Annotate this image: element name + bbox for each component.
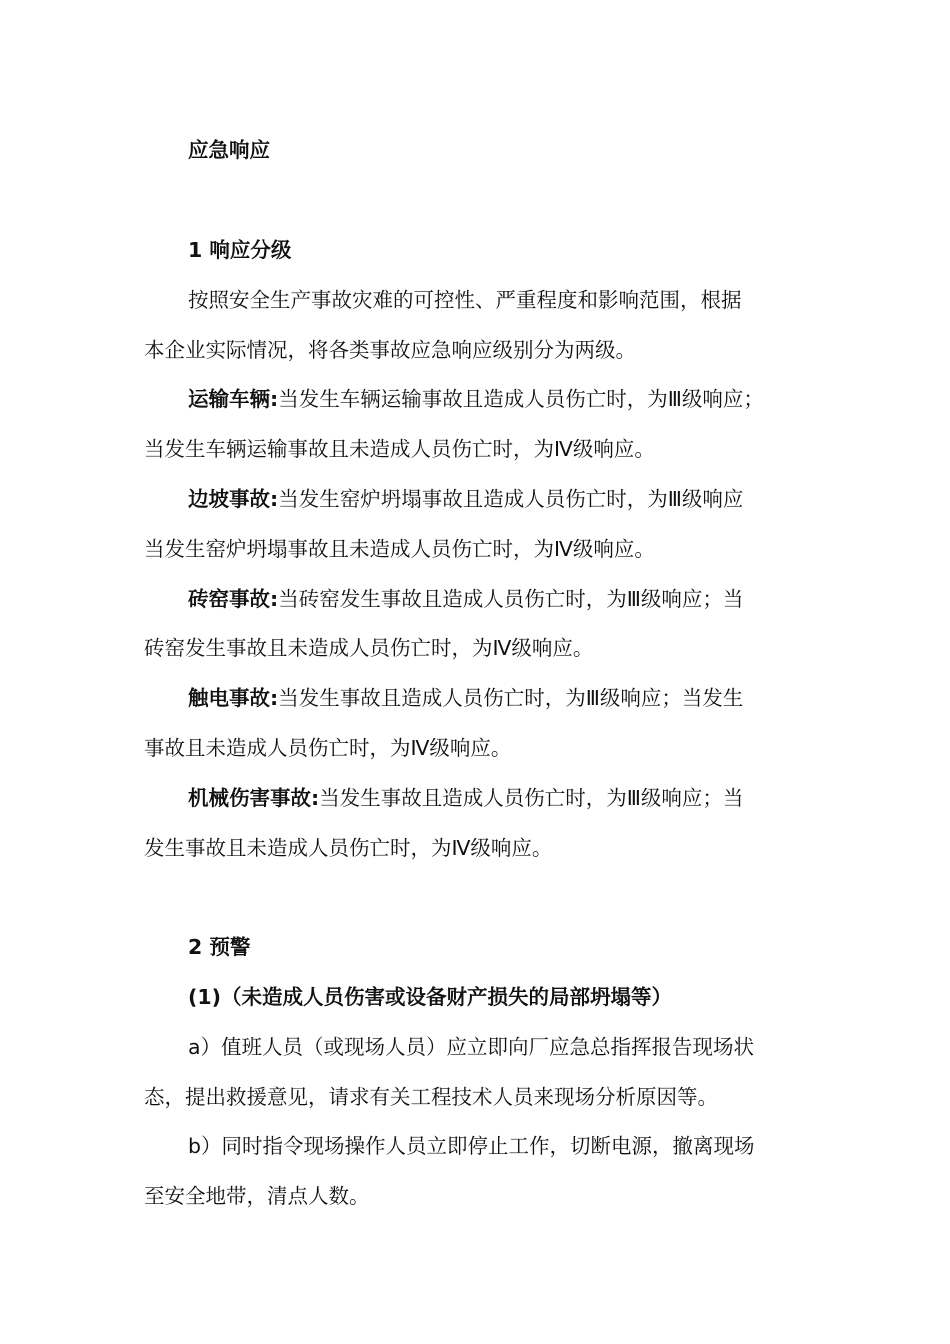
item-transport-vehicles bbox=[188, 384, 888, 414]
item-electric-shock-line-2: 事故且未造成人员伤亡时，为Ⅳ级响应。 bbox=[144, 736, 512, 760]
item-text: 当砖窑发生事故且造成人员伤亡时，为Ⅲ级响应；当 bbox=[278, 587, 744, 611]
sub-heading-local-collapse: (1)（未造成人员伤害或设备财产损失的局部坍塌等） bbox=[188, 985, 673, 1009]
document-title: 应急响应 bbox=[188, 138, 270, 162]
item-text: 当发生事故且造成人员伤亡时，为Ⅲ级响应；当发生 bbox=[278, 686, 744, 710]
item-electric-shock bbox=[188, 683, 888, 713]
item-label: 砖窑事故: bbox=[188, 587, 279, 611]
item-kiln-accident bbox=[188, 584, 888, 614]
item-text: 当发生事故且造成人员伤亡时，为Ⅲ级响应；当 bbox=[319, 786, 744, 810]
item-mechanical-injury-line-2: 发生事故且未造成人员伤亡时，为Ⅳ级响应。 bbox=[144, 836, 553, 860]
item-text: 当发生窑炉坍塌事故且造成人员伤亡时，为Ⅲ级响应 bbox=[278, 487, 744, 511]
section-heading-response-levels: 1 响应分级 bbox=[188, 238, 292, 262]
item-label: 触电事故: bbox=[188, 686, 279, 710]
item-label: 运输车辆: bbox=[188, 387, 279, 411]
step-a-line-1: a）值班人员（或现场人员）应立即向厂应急总指挥报告现场状 bbox=[188, 1035, 755, 1059]
item-transport-vehicles-line-2: 当发生车辆运输事故且未造成人员伤亡时，为Ⅳ级响应。 bbox=[144, 437, 655, 461]
item-slope-accident bbox=[188, 484, 888, 514]
item-mechanical-injury bbox=[188, 783, 888, 813]
intro-paragraph-line-2: 本企业实际情况，将各类事故应急响应级别分为两级。 bbox=[144, 338, 636, 362]
intro-paragraph-line-1: 按照安全生产事故灾难的可控性、严重程度和影响范围，根据 bbox=[188, 288, 742, 312]
step-b-line-2: 至安全地带，清点人数。 bbox=[144, 1184, 370, 1208]
step-a-line-2: 态，提出救援意见，请求有关工程技术人员来现场分析原因等。 bbox=[144, 1085, 718, 1109]
section-heading-warning: 2 预警 bbox=[188, 935, 251, 959]
step-b-line-1: b）同时指令现场操作人员立即停止工作，切断电源，撤离现场 bbox=[188, 1134, 755, 1158]
item-text: 当发生车辆运输事故且造成人员伤亡时，为Ⅲ级响应； bbox=[278, 387, 764, 411]
item-kiln-accident-line-2: 砖窑发生事故且未造成人员伤亡时，为Ⅳ级响应。 bbox=[144, 636, 594, 660]
item-label: 边坡事故: bbox=[188, 487, 279, 511]
item-label: 机械伤害事故: bbox=[188, 786, 320, 810]
item-slope-accident-line-2: 当发生窑炉坍塌事故且未造成人员伤亡时，为Ⅳ级响应。 bbox=[144, 537, 655, 561]
